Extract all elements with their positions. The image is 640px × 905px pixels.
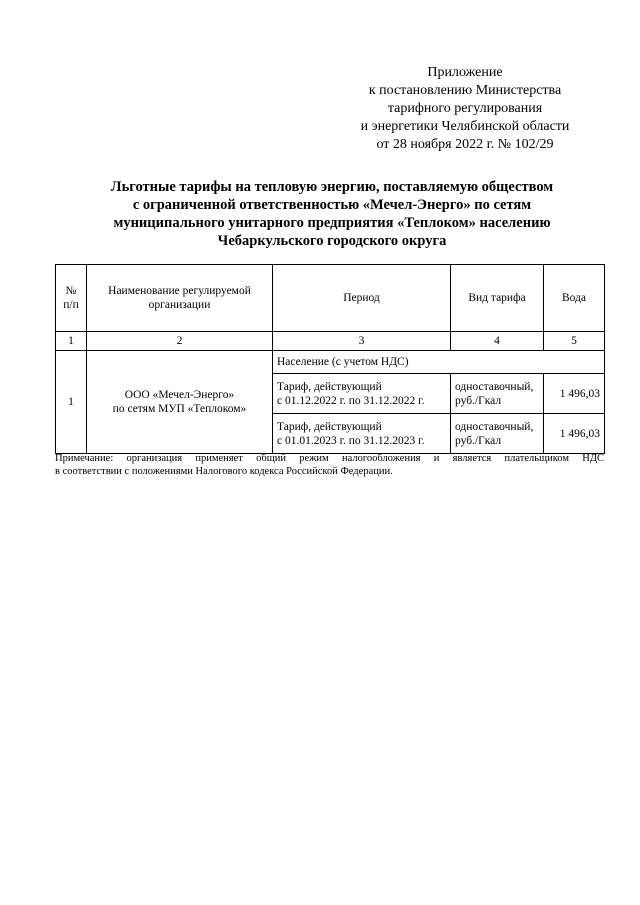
tariff-type-cell — [451, 414, 544, 454]
note-line1: Примечание: организация применяет общий режим налогообложения и является плательщиком НДС — [55, 453, 604, 464]
period-line1: Тариф, действующий — [277, 380, 382, 393]
column-number-row — [56, 332, 605, 351]
appendix-line: к постановлению Министерства — [368, 83, 562, 98]
header-num — [56, 265, 87, 332]
organization-line2: по сетям МУП «Теплоком» — [112, 403, 247, 415]
tariff-table — [55, 264, 605, 454]
column-number: 4 — [451, 332, 544, 351]
tariff-type-line2: руб./Гкал — [455, 394, 502, 407]
period-line1: Тариф, действующий — [277, 420, 382, 433]
appendix-line: Приложение — [427, 65, 503, 80]
document-title — [60, 178, 604, 250]
title-line: Чебаркульского городского округа — [217, 233, 447, 249]
header-num-line2: п/п — [63, 299, 79, 311]
column-number: 2 — [87, 332, 273, 351]
header-water: Вода — [544, 265, 605, 332]
title-line: Льготные тарифы на тепловую энергию, поставляемую обществом — [110, 179, 554, 195]
header-tariff-type: Вид тарифа — [451, 265, 544, 332]
table-header-row — [56, 265, 605, 332]
water-value: 1 496,03 — [544, 414, 605, 454]
column-number: 1 — [56, 332, 87, 351]
tariff-type-line2: руб./Гкал — [455, 434, 502, 447]
header-org-line1: Наименование регулируемой — [108, 285, 251, 297]
column-number: 5 — [544, 332, 605, 351]
population-label: Население (с учетом НДС) — [273, 351, 605, 374]
header-org-line2: организации — [148, 299, 211, 311]
table-row — [56, 351, 605, 374]
water-value: 1 496,03 — [544, 374, 605, 414]
period-line2: с 01.01.2023 г. по 31.12.2023 г. — [277, 434, 425, 447]
organization-line1: ООО «Мечел-Энерго» — [124, 389, 235, 401]
title-line: муниципального унитарного предприятия «Теплоком» населению — [113, 215, 551, 231]
row-number: 1 — [56, 351, 87, 454]
note-line2: в соответствии с положениями Налогового кодекса Российской Федерации. — [55, 466, 393, 477]
appendix-line: тарифного регулирования — [387, 101, 543, 116]
appendix-header — [330, 64, 600, 154]
appendix-line: и энергетики Челябинской области — [360, 119, 570, 134]
period-line2: с 01.12.2022 г. по 31.12.2022 г. — [277, 394, 425, 407]
tariff-type-line1: одноставочный, — [455, 420, 534, 433]
column-number: 3 — [273, 332, 451, 351]
period-cell — [273, 374, 451, 414]
title-line: с ограниченной ответственностью «Мечел-Энерго» по сетям — [132, 197, 532, 213]
tariff-type-line1: одноставочный, — [455, 380, 534, 393]
appendix-line: от 28 ноября 2022 г. № 102/29 — [376, 137, 554, 152]
header-num-line1: № — [65, 285, 77, 297]
tariff-type-cell — [451, 374, 544, 414]
header-organization — [87, 265, 273, 332]
organization-cell — [87, 351, 273, 454]
header-period: Период — [273, 265, 451, 332]
period-cell — [273, 414, 451, 454]
